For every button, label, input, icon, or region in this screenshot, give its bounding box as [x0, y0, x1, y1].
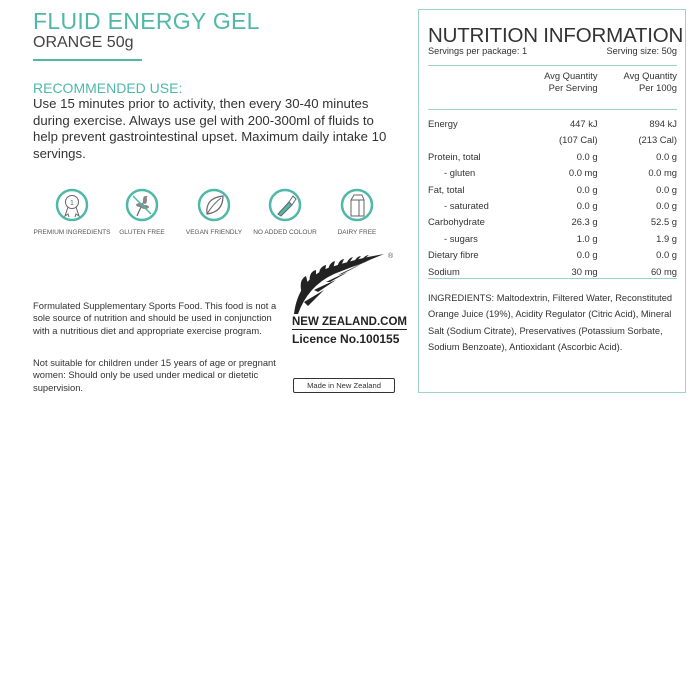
- nutrient-value: 894 kJ: [598, 110, 677, 132]
- nutrient-name: - gluten: [444, 167, 476, 179]
- col-header: Per 100g: [638, 81, 677, 93]
- nutrition-panel: [418, 9, 686, 393]
- nutrient-value: 0.0 mg: [648, 167, 677, 179]
- serving-size: Serving size: 50g: [606, 46, 677, 56]
- nutrient-name: Dietary fibre: [428, 249, 479, 261]
- nutrient-name: Protein, total: [428, 150, 481, 162]
- nutrient-name: - saturated: [444, 200, 489, 212]
- recommended-use-text: Use 15 minutes prior to activity, then every 30-40 minutes during exercise. Always use gel with 200-300ml of fluids to help prevent gastrointestinal upset. Maximum daily intake 10 servings.: [33, 96, 387, 161]
- badge-label: DAIRY FREE: [337, 229, 377, 236]
- product-title: FLUID ENERGY GEL: [33, 8, 260, 34]
- col-header: Avg Quantity: [623, 70, 677, 81]
- nutrient-value: 1.9 g: [656, 232, 677, 244]
- milk-carton-icon: [340, 188, 374, 222]
- nutrition-table: [428, 65, 677, 279]
- nutrient-name: Fat, total: [428, 183, 465, 195]
- nutrient-value: (107 Cal): [559, 134, 598, 146]
- col-header: Per Serving: [548, 81, 598, 93]
- nutrient-value: 0.0 g: [576, 249, 598, 261]
- nutrient-value: 0.0 g: [576, 183, 598, 195]
- nutrient-value: 30 mg: [571, 265, 598, 277]
- medal-icon: [55, 188, 89, 222]
- table-row: [428, 165, 677, 181]
- badge-label: GLUTEN FREE: [119, 229, 165, 236]
- nz-logo-text: NEW ZEALAND.COM: [292, 316, 407, 328]
- servings-per-package: Servings per package: 1: [428, 46, 528, 56]
- disclaimer-text: Not suitable for children under 15 years of age or pregnant women: Should only be used under medical or dietetic supervision.: [33, 357, 276, 393]
- nutrient-name: Energy: [428, 110, 518, 132]
- fern-logo-icon: [288, 250, 398, 316]
- nutrient-value: 0.0 g: [576, 200, 598, 212]
- nutrient-name: Carbohydrate: [428, 216, 485, 228]
- nutrition-title: NUTRITION INFORMATION: [428, 24, 684, 47]
- col-header: Avg Quantity: [544, 70, 598, 81]
- leaf-icon: [197, 188, 231, 222]
- table-row: [428, 263, 677, 279]
- badge-label: NO ADDED COLOUR: [253, 229, 317, 236]
- wheat-crossed-icon: [125, 188, 159, 222]
- disclaimer-text: Formulated Supplementary Sports Food. This food is not a sole source of nutrition and should be used in conjunction with a nutritious diet and appropriate exercise program.: [33, 300, 277, 336]
- title-divider: [33, 59, 142, 61]
- made-in-nz-badge: Made in New Zealand: [293, 378, 395, 393]
- nutrient-value: 0.0 g: [576, 150, 598, 162]
- badge-label: VEGAN FRIENDLY: [185, 229, 243, 236]
- nutrient-value: 26.3 g: [571, 216, 598, 228]
- nutrient-name: [428, 132, 518, 148]
- nutrient-value: 1.0 g: [576, 232, 598, 244]
- trademark-symbol: ®: [388, 253, 394, 260]
- dropper-icon: [268, 188, 302, 222]
- nutrient-value: 0.0 g: [656, 183, 677, 195]
- nutrient-name: Sodium: [428, 265, 460, 277]
- product-subtitle: ORANGE 50g: [33, 34, 134, 51]
- table-row: [428, 148, 677, 164]
- table-row: [428, 197, 677, 213]
- nutrient-value: 447 kJ: [518, 110, 597, 132]
- licence-number: Licence No.100155: [292, 332, 400, 346]
- table-row: [428, 181, 677, 197]
- badge-label: PREMIUM INGREDIENTS: [33, 229, 111, 236]
- divider: [428, 278, 677, 279]
- table-row: [428, 214, 677, 230]
- nutrient-value: 0.0 mg: [568, 167, 598, 179]
- nutrient-name: - sugars: [444, 232, 478, 244]
- recommended-use-heading: RECOMMENDED USE:: [33, 80, 183, 96]
- table-row: [428, 132, 677, 148]
- svg-text:1: 1: [70, 200, 74, 207]
- ingredients-text: INGREDIENTS: Maltodextrin, Filtered Water, Reconstituted Orange Juice (19%), Acidity Regulator (Citric Acid), Mineral Salt (Sodium Citrate), Preservatives (Potassium Sorbate, Sodium Benzoate), Antioxidant (Ascorbic Acid).: [428, 293, 673, 352]
- nutrient-value: 52.5 g: [650, 216, 677, 228]
- nutrient-value: 0.0 g: [656, 249, 677, 261]
- table-row: [428, 110, 677, 132]
- nutrient-value: 0.0 g: [656, 150, 677, 162]
- nutrient-value: (213 Cal): [638, 134, 677, 146]
- table-row: [428, 247, 677, 263]
- nutrient-value: 60 mg: [650, 265, 677, 277]
- table-row: [428, 230, 677, 246]
- nutrient-value: 0.0 g: [656, 200, 677, 212]
